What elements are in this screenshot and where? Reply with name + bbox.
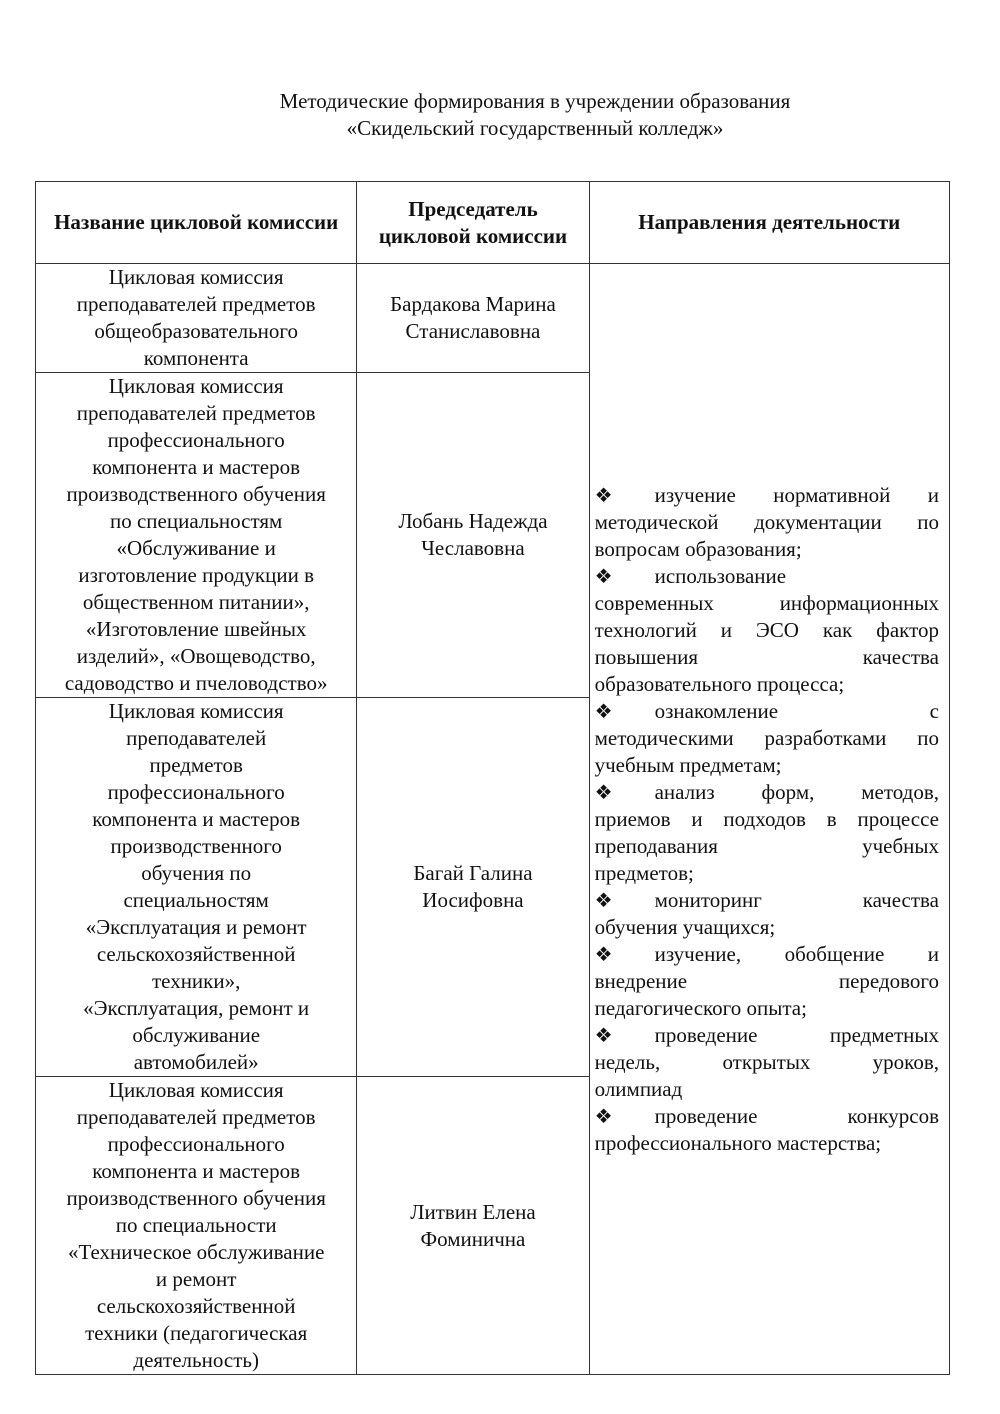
cell-text-line: Чеславовна: [421, 536, 525, 560]
cell-text-line: Лобань Надежда: [398, 509, 548, 533]
cell-text-line: преподавателей предметов: [76, 292, 316, 316]
cell-text-line: сельскохозяйственной: [96, 942, 296, 966]
cell-text-line: компонента и мастеров: [92, 807, 301, 831]
direction-line: [595, 914, 939, 941]
commission-name-cell: [36, 264, 357, 373]
table-header-row: [36, 182, 950, 264]
direction-line: [595, 1049, 939, 1076]
header-line: комиссии: [247, 210, 339, 234]
direction-text: повышения качества: [594, 644, 939, 669]
diamond-bullet-icon: ❖: [594, 941, 613, 966]
direction-text: олимпиад: [594, 1076, 683, 1101]
direction-item: [595, 698, 939, 779]
cell-text-line: преподавателей предметов: [76, 401, 316, 425]
cell-text-line: Бардакова Марина: [390, 292, 556, 316]
direction-line: [595, 887, 939, 914]
direction-item: [595, 1022, 939, 1103]
cell-text-line: профессионального: [107, 1132, 285, 1156]
direction-text: ознакомление с: [654, 698, 939, 723]
direction-text: вопросам образования;: [594, 536, 802, 561]
diamond-bullet-icon: ❖: [594, 1103, 613, 1128]
header-line: Председатель: [408, 196, 538, 221]
direction-line: [595, 860, 939, 887]
cell-text-line: изделий», «Овощеводство,: [76, 644, 316, 668]
direction-line: [595, 1076, 939, 1103]
direction-line: [595, 644, 939, 671]
cell-text-line: Иосифовна: [422, 888, 524, 912]
header-line: комиссии: [475, 223, 568, 248]
direction-line: [595, 995, 939, 1022]
title-line-2: «Скидельский государственный колледж»: [346, 116, 724, 140]
direction-item: [595, 482, 939, 563]
header-commission-name: [36, 182, 357, 264]
chairman-cell: [357, 1077, 589, 1375]
direction-line: [595, 779, 939, 806]
direction-line: [595, 752, 939, 779]
cell-text-line: техники»,: [151, 969, 241, 993]
cell-text-line: производственного обучения: [66, 482, 326, 506]
chairman-cell: [357, 264, 589, 373]
cell-text-line: компонента и мастеров: [92, 455, 301, 479]
document-title: [100, 88, 970, 142]
cell-text-line: по специальностям: [110, 509, 283, 533]
chairman-cell: [357, 698, 589, 1077]
direction-text: современных информационных: [594, 590, 939, 615]
direction-text: образовательного процесса;: [594, 671, 845, 696]
cell-text-line: «Техническое обслуживание: [67, 1240, 325, 1264]
direction-line: [595, 806, 939, 833]
cell-text-line: преподавателей: [126, 726, 267, 750]
direction-item: [595, 563, 939, 698]
direction-item: [595, 941, 939, 1022]
directions-cell: [589, 264, 949, 1375]
commission-name-cell: [36, 373, 357, 698]
cell-text-line: компонента: [143, 346, 249, 370]
cell-text-line: преподавателей предметов: [76, 1105, 316, 1129]
direction-text: использование: [654, 563, 787, 588]
direction-text: изучение нормативной и: [654, 482, 939, 507]
cell-text-line: общественном питании»,: [82, 590, 310, 614]
direction-line: [595, 941, 939, 968]
diamond-bullet-icon: ❖: [594, 1022, 613, 1047]
direction-line: [595, 536, 939, 563]
diamond-bullet-icon: ❖: [594, 698, 613, 723]
direction-text: проведение конкурсов: [654, 1103, 939, 1128]
cell-text-line: «Эксплуатация и ремонт: [85, 915, 307, 939]
commissions-table: [35, 181, 950, 1375]
direction-text: мониторинг качества: [654, 887, 939, 912]
direction-line: [595, 509, 939, 536]
cell-text-line: профессионального: [107, 428, 285, 452]
cell-text-line: Цикловая комиссия: [108, 699, 284, 723]
direction-line: [595, 671, 939, 698]
cell-text-line: «Изготовление швейных: [85, 617, 307, 641]
direction-line: [595, 698, 939, 725]
cell-text-line: и ремонт: [155, 1267, 237, 1291]
direction-text: методическими разработками по: [594, 725, 939, 750]
direction-item: [595, 887, 939, 941]
chairman-cell: [357, 373, 589, 698]
direction-item: [595, 1103, 939, 1157]
header-line: Название цикловой: [54, 210, 242, 234]
commission-name-cell: [36, 698, 357, 1077]
direction-text: методической документации по: [594, 509, 939, 534]
header-directions: Направления деятельности: [589, 182, 949, 264]
direction-text: приемов и подходов в процессе: [594, 806, 939, 831]
direction-text: преподавания учебных: [594, 833, 939, 858]
direction-line: [595, 1103, 939, 1130]
cell-text-line: общеобразовательного: [94, 319, 298, 343]
cell-text-line: сельскохозяйственной: [96, 1294, 296, 1318]
diamond-bullet-icon: ❖: [594, 779, 613, 804]
diamond-bullet-icon: ❖: [594, 482, 613, 507]
cell-text-line: предметов: [149, 753, 243, 777]
direction-line: [595, 1130, 939, 1157]
commission-name-cell: [36, 1077, 357, 1375]
cell-text-line: производственного обучения: [66, 1186, 326, 1210]
cell-text-line: «Эксплуатация, ремонт и: [83, 996, 310, 1020]
direction-text: изучение, обобщение и: [654, 941, 939, 966]
cell-text-line: обучения по: [141, 861, 252, 885]
cell-text-line: производственного: [110, 834, 282, 858]
cell-text-line: автомобилей»: [133, 1050, 259, 1074]
cell-text-line: Станиславовна: [405, 319, 541, 343]
diamond-bullet-icon: ❖: [594, 887, 613, 912]
cell-text-line: Цикловая комиссия: [108, 265, 284, 289]
direction-text: недель, открытых уроков,: [594, 1049, 939, 1074]
direction-text: проведение предметных: [654, 1022, 939, 1047]
direction-text: обучения учащихся;: [594, 914, 776, 939]
cell-text-line: специальностям: [123, 888, 269, 912]
direction-text: технологий и ЭСО как фактор: [594, 617, 939, 642]
cell-text-line: Цикловая комиссия: [108, 1078, 284, 1102]
cell-text-line: Фоминична: [420, 1226, 526, 1251]
cell-text-line: компонента и мастеров: [92, 1159, 301, 1183]
direction-text: профессионального мастерства;: [594, 1130, 882, 1155]
direction-line: [595, 833, 939, 860]
diamond-bullet-icon: ❖: [594, 563, 613, 588]
direction-line: [595, 590, 939, 617]
cell-text-line: садоводство и пчеловодство»: [64, 671, 328, 695]
direction-text: учебным предметам;: [594, 752, 782, 777]
direction-line: [595, 1022, 939, 1049]
cell-text-line: Цикловая комиссия: [108, 374, 284, 398]
direction-line: [595, 725, 939, 752]
direction-text: предметов;: [594, 860, 694, 885]
cell-text-line: профессионального: [107, 780, 285, 804]
cell-text-line: Багай Галина: [413, 861, 533, 885]
direction-line: [595, 563, 939, 590]
cell-text-line: деятельность): [133, 1348, 259, 1372]
cell-text-line: Литвин Елена: [410, 1199, 536, 1224]
title-line-1: Методические формирования в учреждении образования: [279, 89, 791, 113]
cell-text-line: «Обслуживание и: [116, 536, 276, 560]
cell-text-line: изготовление продукции в: [78, 563, 314, 587]
table-row: [36, 264, 950, 373]
header-chairman: [357, 182, 589, 264]
direction-text: педагогического опыта;: [594, 995, 807, 1020]
direction-line: [595, 968, 939, 995]
cell-text-line: по специальности: [115, 1213, 277, 1237]
direction-item: [595, 779, 939, 887]
cell-text-line: техники (педагогическая: [85, 1321, 308, 1345]
direction-line: [595, 482, 939, 509]
direction-text: внедрение передового: [594, 968, 939, 993]
direction-line: [595, 617, 939, 644]
header-line: цикловой: [378, 223, 471, 248]
cell-text-line: обслуживание: [132, 1023, 261, 1047]
direction-text: анализ форм, методов,: [654, 779, 939, 804]
